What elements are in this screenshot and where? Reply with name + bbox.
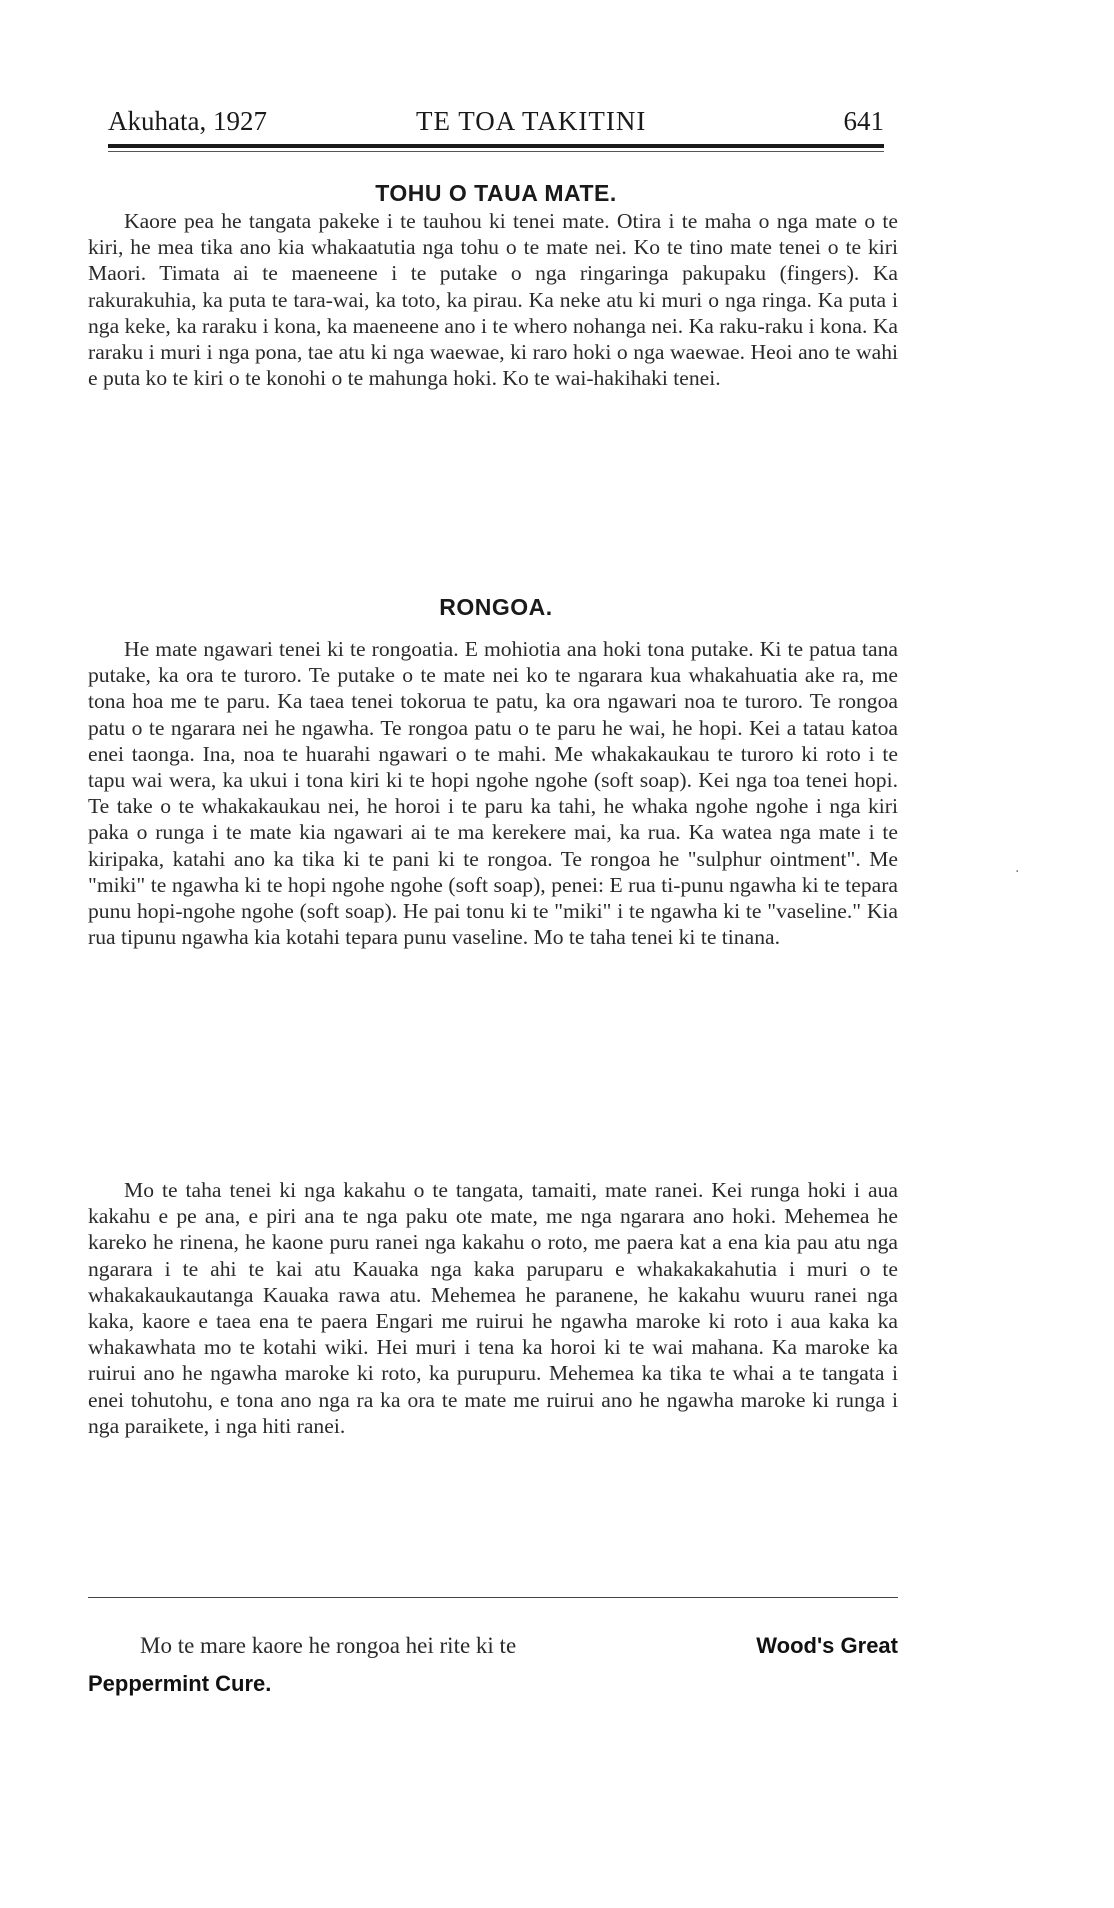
header-rule-thick (108, 144, 884, 148)
header-publication-title: TE TOA TAKITINI (416, 106, 647, 136)
header-rule-thin (108, 151, 884, 152)
section-heading-remedy: RONGOA. (439, 594, 553, 620)
advertisement (88, 1627, 898, 1703)
symptoms-paragraph: Kaore pea he tangata pakeke i te tauhou ki tenei mate. Otira i te maha o nga mate o te kiri, he mea tika ano kia whakaatutia nga tohu o te mate nei. Ko te tino mate tenei o te kiri Maori. Timata ai te maeneene i te putake o nga ringaringa pakupaku (fingers). Ka rakurakuhia, ka puta te tara-wai, ka toto, ka pirau. Ka neke atu ki muri o nga ringa. Ka puta i nga keke, ka raraku i kona, ka maeneene ano i te whero nohanga nei. Ka raku-raku i kona. Ka raraku i muri i nga pona, tae atu ki nga waewae, ki raro hoki o nga waewae. Heoi ano te wahi e puta ko te kiri o te konohi o te mahunga hoki. Ko te wai-hakihaki tenei. (88, 209, 898, 391)
remedy-paragraph-1: He mate ngawari tenei ki te rongoatia. E mohiotia ana hoki tona putake. Ki te patua tana putake, ka ora te turoro. Te putake o te mate nei ko te ngarara kua whakahuatia ake ra, me tona hoa me te paru. Ka taea tenei tokorua te patu, ka ora ngawari noa te turoro. Te rongoa patu o te ngarara nei he ngawha. Te rongoa patu o te paru he wai, he hopi. Kei a tatau katoa enei taonga. Ina, noa te huarahi ngawari o te mahi. Me whakakaukau te turoro ki roto i te tapu wai wera, ka ukui i tona kiri ki te hopi ngohe ngohe (soft soap). Kei nga toa tenei hopi. Te take o te whakakaukau nei, he horoi i te paru ka tahi, he whaka ngohe ngohe i nga kiri paka o runga i te mate kia ngawari ai te ma kerekere mai, ka rua. Ka watea nga mate i te kiripaka, katahi ano ka tika ki te pani ki te rongoa. Te rongoa he "sulphur ointment". Me "miki" te ngawha ki te hopi ngohe ngohe (soft soap), penei: E rua ti-punu ngawha ki te tepara punu hopi-ngohe ngohe (soft soap). He pai tonu ki te "miki" i te ngawha ki te "vaseline." Kia rua tipunu ngawha kia kotahi tepara punu vaseline. Mo te taha tenei ki te tinana. (88, 637, 898, 950)
section-heading-symptoms: TOHU O TAUA MATE. (375, 180, 617, 206)
advert-product-name-part1: Wood's Great (756, 1633, 898, 1658)
footer-rule (88, 1597, 898, 1598)
symptoms-text (88, 208, 898, 391)
header-date: Akuhata, 1927 (108, 106, 267, 136)
running-header (108, 106, 884, 140)
remedy-text-1 (88, 636, 898, 950)
advert-text: Mo te mare kaore he rongoa hei rite ki te (140, 1633, 517, 1658)
remedy-paragraph-2: Mo te taha tenei ki nga kakahu o te tangata, tamaiti, mate ranei. Kei runga hoki i aua kakahu e pe ana, e piri ana te nga paku ote mate, me nga ngarara ano hoki. Mehemea he kareko he rinena, he kaone puru ranei nga kakahu o roto, me paera kat a ena kia pau atu nga ngarara i te ahi te kai atu Kauaka nga kaka paruparu e whakakakahutia i muri o te whakakaukautanga Kauaka rawa atu. Mehemea he paranene, he kakahu wuuru ranei nga kaka, kaore e taea ena te paera Engari me ruirui he ngawha maroke ki roto i aua kaka ka whakawhata mo te kotahi wiki. Hei muri i tena ka horoi ki te wai mahana. Ka maroke ka ruirui ano he ngawha maroke ki roto, ka purupuru. Mehemea ka tika te whai a te tangata i enei tohutohu, e tona ano nga ra ka ora te mate me ruirui ano he ngawha maroke ki runga i nga paraikete, i nga hiti ranei. (88, 1178, 898, 1438)
remedy-text-2 (88, 1177, 898, 1439)
advert-product-name-part2: Peppermint Cure. (88, 1671, 272, 1696)
advert-line-1 (88, 1627, 898, 1665)
print-speck: · (1015, 864, 1020, 880)
header-page-number: 641 (843, 106, 884, 136)
